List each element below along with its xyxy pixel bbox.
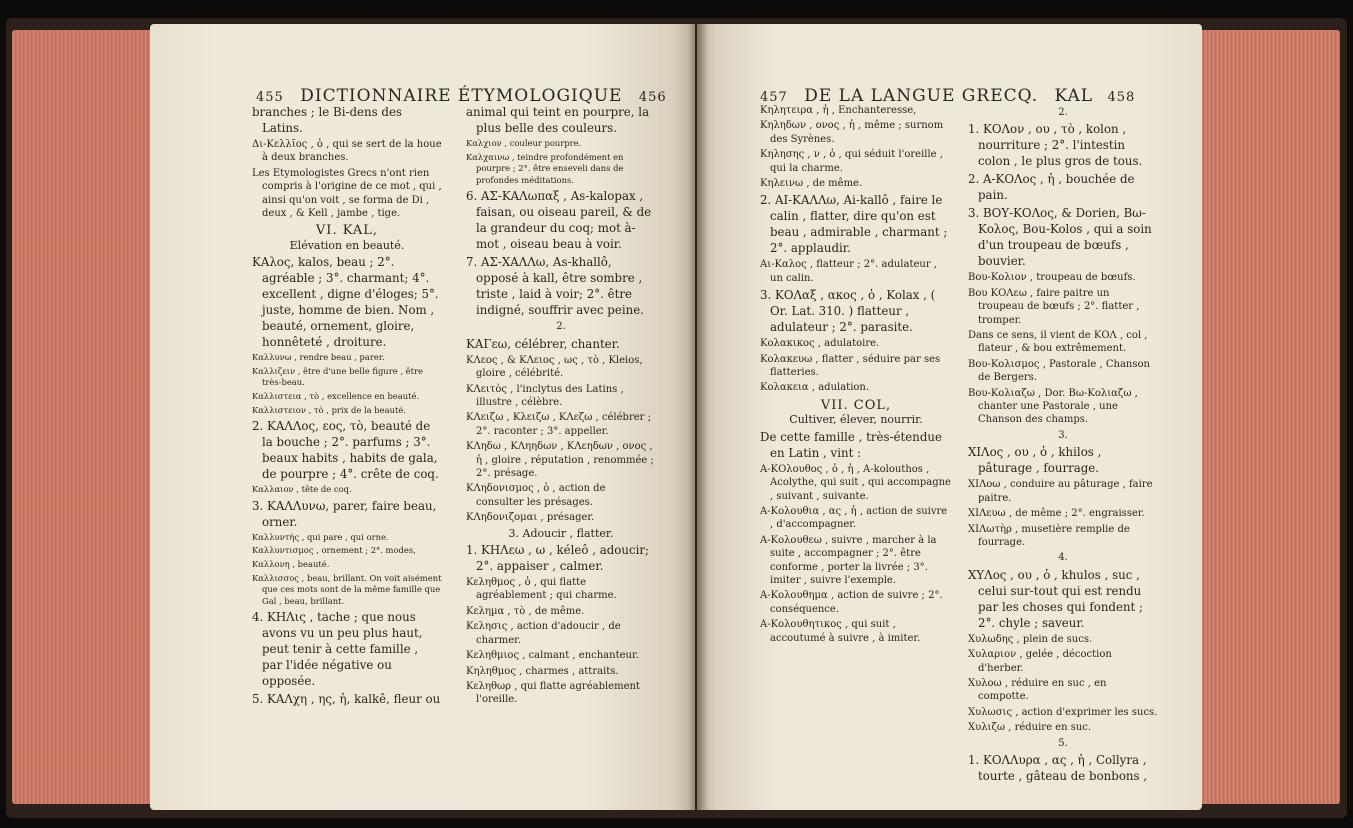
right-running-title: DE LA LANGUE GRECQ. [804, 86, 1039, 106]
dictionary-entry: Α-Κολουθημα , action de suivre ; 2°. conséquence. [760, 590, 943, 615]
dictionary-entry: Les Etymologistes Grecs n'ont rien compris à l'origine de ce mot , qui , ainsi qu'on voit , se forma de Di , deux , & Kell , jambe , tige. [252, 167, 442, 220]
dictionary-entry: Καλλυντὴς , qui pare , qui orne. [252, 531, 389, 542]
dictionary-entry: Κηληδων , ονος , ἡ , même ; surnom des Syrènes. [760, 120, 944, 145]
dictionary-entry: Dans ce sens, il vient de ΚΟΛ , col , flateur , & bou extrêmement. [968, 330, 1148, 355]
dictionary-entry: ΚΛεος , & ΚΛειος , ως , τὸ , Kleios, gloire , célébrité. [466, 354, 643, 380]
entry-number: 2. [556, 321, 566, 333]
dictionary-entry: Κεληµα , τὸ , de même. [466, 605, 585, 617]
dictionary-entry: Βου-Κολιαζω , Dor. Βω-Κολιαζω , chanter une Pastorale , une Chanson des champs. [968, 387, 1138, 426]
entry-number: 2. [1058, 107, 1068, 118]
entry-number: 3. [1058, 429, 1068, 441]
dictionary-entry: ΚΛηδω , ΚΛηηδων , ΚΛεηδων , ονος , ἡ , gloire , réputation , renommée ; 2°. présage. [466, 441, 654, 480]
dictionary-entry: Κηλησης , ν , ὁ , qui séduit l'oreille , qui la charme. [760, 149, 943, 174]
dictionary-entry: 4. ΚΗΛις , tache ; que nous avons vu un peu plus haut, peut tenir à cette famille , par l'idée négative ou opposée. [252, 610, 423, 689]
dictionary-entry: Χυλοω , réduire en suc , en compotte. [968, 677, 1107, 703]
dictionary-entry: Καλλυντισμος , ornement ; 2°. modes, [252, 545, 416, 556]
section-subheading: Elévation en beauté. [289, 238, 405, 252]
dictionary-entry: ΧΙΛευω , de même ; 2°. engraisser. [968, 508, 1145, 520]
dictionary-entry: ΚΛηδονισμος , ὁ , action de consulter les présages. [466, 483, 606, 508]
entry-number: 5. [1058, 737, 1068, 749]
dictionary-entry: ΧΙΛος , ου , ὁ , khilos , pâturage , fourrage. [968, 445, 1102, 476]
dictionary-entry: 6. ΑΣ-ΚΑΛωπαξ , As-kalopax , faisan, ou oiseau pareil, & de la grandeur du coq; mot à-mot , oiseau beau à voir. [466, 189, 652, 252]
section-heading: VII. COL, [820, 397, 892, 413]
dictionary-entry: 2. ΚΑΛΛος, εος, τὸ, beauté de la bouche ; 2°. parfums ; 3°. beaux habits , habits de gala, de pourpre ; 4°. crête de coq. [252, 419, 439, 482]
dictionary-entry: Καλλισσος , beau, brillant. On voit aisément que ces mots sont de la même famille que Gal , beau, brillant. [252, 572, 442, 606]
dictionary-entry: 3. ΚΟΛαξ , ακος , ὁ , Kolax , ( Or. Lat. 310. ) flatteur , adulateur ; 2°. parasite. [760, 288, 936, 335]
dictionary-entry: ΚΑΓεω, célébrer, chanter. [466, 336, 620, 351]
dictionary-entry: Κηλεινω , de même. [760, 178, 863, 190]
dictionary-entry: Χυλωσις , action d'exprimer les sucs. [968, 706, 1158, 718]
right-page-header [760, 86, 1135, 106]
dictionary-entry: Κηληθμος , charmes , attraits. [466, 665, 619, 677]
dictionary-entry: Καλλυνω , rendre beau , parer. [252, 352, 385, 363]
dictionary-entry: 1. ΚΟΛΛυρα , ας , ἡ , Collyra , tourte , gâteau de bonbons , [968, 752, 1148, 783]
section-subheading: Cultiver, élever, nourrir. [789, 413, 923, 427]
left-page-header [256, 86, 667, 106]
left-column-2 [466, 104, 656, 709]
dictionary-entry: ΧΥΛος , ου , ὁ , khulos , suc , celui sur-tout qui est rendu par les choses qui fondent ; 2°. chyle ; saveur. [968, 567, 1144, 630]
dictionary-entry: Βου ΚΟΛεω , faire paitre un troupeau de bœufs ; 2°. flatter , tromper. [968, 287, 1140, 326]
entry-number: 4. [1058, 552, 1068, 564]
dictionary-entry: 2. Α-ΚΟΛος , ἡ , bouchée de pain. [968, 172, 1135, 203]
dictionary-entry: 1. ΚΟΛον , ου , τὸ , kolon , nourriture ; 2°. l'intestin colon , le plus gros de tous. [968, 122, 1143, 169]
dictionary-entry: ΚΛειτὸς , l'inclytus des Latins , illustre , célèbre. [466, 383, 624, 408]
dictionary-entry: Χυλιζω , réduire en suc. [968, 722, 1092, 734]
dictionary-entry: Χυλαριον , gelée , décoction d'herber. [968, 649, 1112, 674]
dictionary-entry: Κεληθμιος , calmant , enchanteur. [466, 650, 639, 662]
dictionary-entry: Α-Κολουθια , ας , ἡ , action de suivre , d'accompagner. [760, 505, 948, 531]
right-running-key: KAL [1054, 86, 1094, 106]
dictionary-entry: Βου-Κολισμος , Pastorale , Chanson de Bergers. [968, 358, 1150, 384]
right-page-number-a: 457 [760, 90, 788, 105]
left-page-number-a: 455 [256, 90, 284, 105]
page-edges-right [1200, 30, 1340, 804]
right-column-2 [968, 104, 1158, 786]
dictionary-entry: Καλλαιον , tête de coq. [252, 484, 352, 495]
dictionary-entry: Κολακεια , adulation. [760, 382, 870, 394]
dictionary-entry: De cette famille , très-étendue en Latin , vint : [760, 429, 942, 460]
dictionary-entry: 7. ΑΣ-ΧΑΛΛω, As-khallô, opposé à kall, être sombre , triste , laid à voir; 2°. être indigné, souffrir avec peine. [466, 255, 644, 318]
dictionary-entry: ΚΛειζω , Κλειζω , ΚΛεζω , célébrer ; 2°. raconter ; 3°. appeller. [466, 412, 651, 437]
dictionary-entry: ΧΙΛωτὴρ , musetière remplie de fourrage. [968, 523, 1130, 548]
dictionary-entry: Α-ΚΟλουθος , ὁ , ἡ , A-kolouthos , Acolythe, qui suit , qui accompagne , suivant , suivante. [760, 463, 951, 502]
dictionary-entry: Χυλωδης , plein de sucs. [968, 633, 1093, 645]
dictionary-entry: Βου-Κολιον , troupeau de bœufs. [968, 272, 1136, 284]
left-column-1 [252, 104, 442, 709]
page-edges-left [12, 30, 152, 804]
dictionary-entry: ΚΑλος, kalos, beau ; 2°. agréable ; 3°. charmant; 4°. excellent , digne d'éloges; 5°. juste, homme de bien. Nom , beauté, ornement, gloire, honnêteté , droiture. [252, 255, 439, 350]
dictionary-entry: ΧΙΛοω , conduire au pâturage , faire paitre. [968, 479, 1153, 504]
dictionary-entry: Κεληθωρ , qui flatte agréablement l'oreille. [466, 680, 640, 706]
dictionary-entry: ΚΛηδονιζομαι , présager. [466, 512, 595, 524]
right-column-1 [760, 104, 952, 647]
dictionary-entry: Α-Κολουθεω , suivre , marcher à la suite , accompagner ; 2°. être conforme , porter la livrée ; 3°. imiter , suivre l'exemple. [760, 534, 937, 586]
dictionary-entry: 1. ΚΗΛεω , ω , kéleô , adoucir; 2°. appaiser , calmer. [466, 543, 649, 574]
dictionary-entry: Καλχιον , couleur pourpre. [466, 138, 582, 148]
dictionary-entry: Καλχαινω , teindre profondément en pourpre ; 2°. être enseveli dans de profondes méditations. [466, 151, 624, 185]
dictionary-entry: Κηλητειρα , ἡ , Enchanteresse, [760, 105, 917, 116]
book-gutter [688, 24, 708, 810]
dictionary-entry: animal qui teint en pourpre, la plus belle des couleurs. [466, 105, 650, 135]
section-subheading: 3. Adoucir , flatter. [508, 526, 614, 540]
section-heading: VI. KAL, [315, 223, 379, 239]
dictionary-entry: Αι-Καλος , flatteur ; 2°. adulateur , un calin. [760, 259, 937, 284]
dictionary-entry: Δι-Κελλῖος , ὁ , qui se sert de la houe à deux branches. [252, 139, 442, 164]
dictionary-entry: 2. ΑΙ-ΚΑΛΛω, Ai-kallô , faire le calin , flatter, dire qu'on est beau , admirable , charmant ; 2°. applaudir. [760, 193, 948, 256]
dictionary-entry: Κεληθμος , ὁ , qui flatte agréablement ; qui charme. [466, 577, 617, 602]
dictionary-entry: 5. ΚΑΛχη , ης, ἡ, kalkê, fleur ou [252, 692, 441, 707]
left-running-title: DICTIONNAIRE ÉTYMOLOGIQUE [300, 86, 623, 106]
dictionary-entry: 3. ΚΑΛΛυνω, parer, faire beau, orner. [252, 498, 437, 529]
left-page-number-b: 456 [638, 90, 667, 105]
dictionary-entry: Καλλιστεια , τὸ , excellence en beauté. [252, 391, 420, 402]
dictionary-entry: Καλλιζειν , être d'une belle figure , être très-beau. [252, 365, 423, 388]
dictionary-entry: Α-Κολουθητικος , qui suit , accoutumé à suivre , à imiter. [760, 619, 921, 644]
dictionary-entry: 3. ΒΟΥ-ΚΟΛος, & Dorien, Βω-Κολος, Bou-Kolos , qui a soin d'un troupeau de bœufs , bouvier. [968, 206, 1152, 269]
dictionary-entry: branches ; le Bi-dens des Latins. [252, 105, 402, 135]
dictionary-entry: Κελησις , action d'adoucir , de charmer. [466, 621, 621, 646]
right-page-number-b: 458 [1107, 90, 1136, 105]
dictionary-entry: Καλλονη , beauté. [252, 559, 330, 569]
dictionary-entry: Κολακικος , adulatoire. [760, 338, 880, 350]
dictionary-entry: Κολακευω , flatter , séduire par ses flatteries. [760, 353, 941, 379]
dictionary-entry: Καλλιστειον , τὸ , prix de la beauté. [252, 404, 406, 415]
